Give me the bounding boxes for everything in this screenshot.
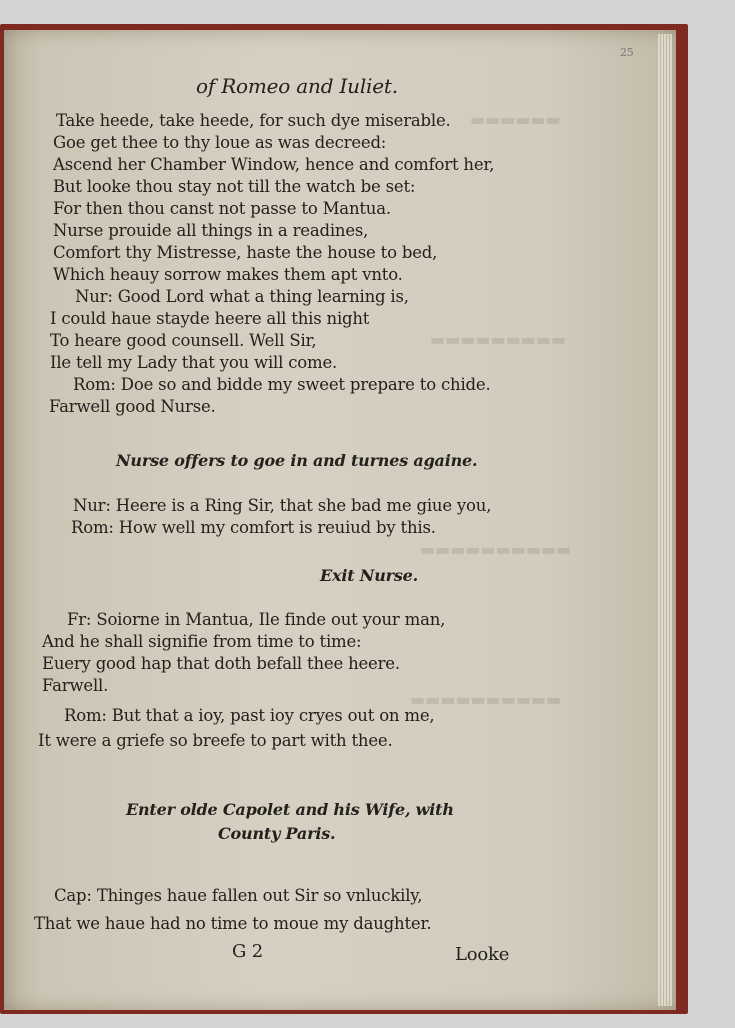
text-line: Rom: How well my comfort is reuiud by this. xyxy=(71,518,436,537)
text-line: Nur: Good Lord what a thing learning is, xyxy=(75,287,409,306)
show-through: ▬▬▬▬▬▬▬▬▬▬ xyxy=(410,690,562,709)
stage-direction: Nurse offers to goe in and turnes againe. xyxy=(116,451,478,470)
signature-mark: G 2 xyxy=(232,941,263,962)
text-line: But looke thou stay not till the watch be set: xyxy=(53,177,416,196)
text-line: Ascend her Chamber Window, hence and comfort her, xyxy=(53,155,495,174)
catchword: Looke xyxy=(455,944,510,965)
text-line: Euery good hap that doth befall thee heere. xyxy=(42,654,400,673)
running-head: of Romeo and Iuliet. xyxy=(196,74,398,98)
text-line: That we haue had no time to moue my daughter. xyxy=(34,914,432,933)
show-through: ▬▬▬▬▬▬ xyxy=(470,110,561,129)
text-line: Farwell. xyxy=(42,676,109,695)
show-through: ▬▬▬▬▬▬▬▬▬▬ xyxy=(420,540,572,559)
text-line: For then thou canst not passe to Mantua. xyxy=(53,199,391,218)
folio-number: 25 xyxy=(620,46,634,59)
text-line: Cap: Thinges haue fallen out Sir so vnluckily, xyxy=(54,886,423,905)
text-line: Ile tell my Lady that you will come. xyxy=(50,353,338,372)
text-line: To heare good counsell. Well Sir, xyxy=(50,331,317,350)
stage-direction: Enter olde Capolet and his Wife, with xyxy=(126,800,454,819)
text-line: And he shall signifie from time to time: xyxy=(42,632,362,651)
text-line: Fr: Soiorne in Mantua, Ile finde out your man, xyxy=(67,610,446,629)
text-line: Which heauy sorrow makes them apt vnto. xyxy=(53,265,403,284)
text-line: Comfort thy Mistresse, haste the house to bed, xyxy=(53,243,438,262)
text-line: I could haue stayde heere all this night xyxy=(50,309,370,328)
stage-direction: County Paris. xyxy=(218,824,336,843)
show-through: ▬▬▬▬▬▬▬▬▬ xyxy=(430,330,567,349)
text-line: Nur: Heere is a Ring Sir, that she bad me giue you, xyxy=(73,496,492,515)
exit-direction: Exit Nurse. xyxy=(320,566,419,585)
text-line: Rom: Doe so and bidde my sweet prepare to chide. xyxy=(73,375,491,394)
text-line: Nurse prouide all things in a readines, xyxy=(53,221,369,240)
text-line: Take heede, take heede, for such dye miserable. xyxy=(56,111,451,130)
text-line: Rom: But that a ioy, past ioy cryes out on me, xyxy=(64,706,435,725)
text-line: Farwell good Nurse. xyxy=(49,397,216,416)
text-line: Goe get thee to thy loue as was decreed: xyxy=(53,133,387,152)
text-line: It were a griefe so breefe to part with thee. xyxy=(38,731,393,750)
